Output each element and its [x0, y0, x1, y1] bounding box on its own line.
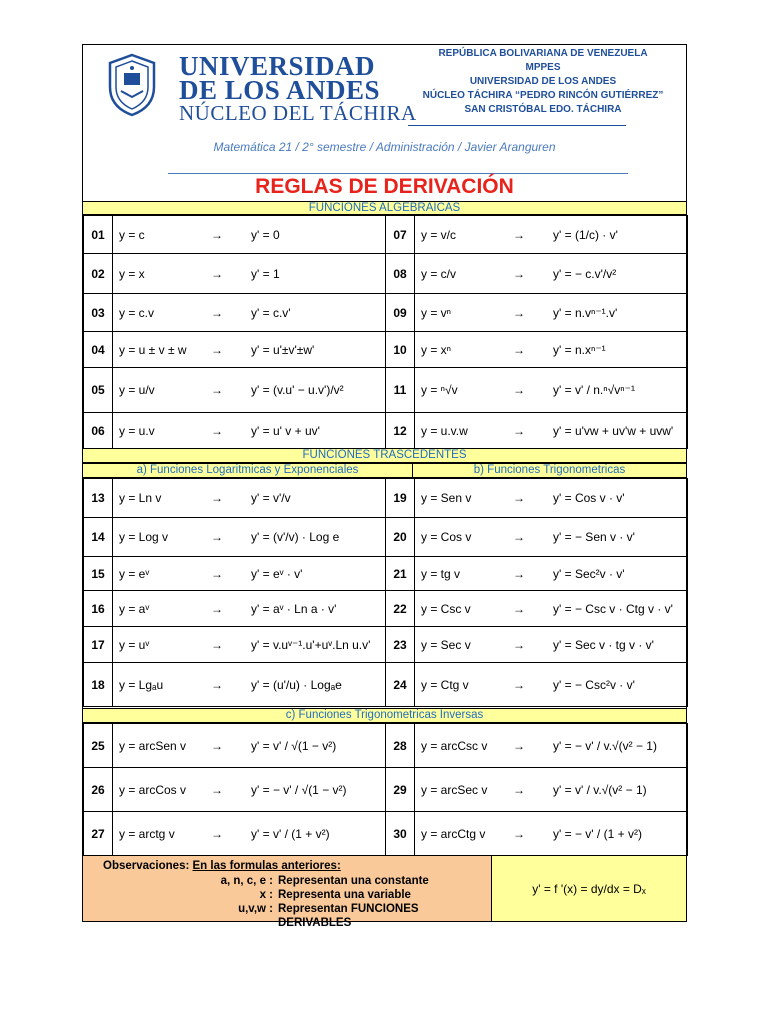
rule-number: 14 [84, 518, 113, 557]
rule-derivative: y' = − v' / (1 + v²) [553, 826, 642, 841]
rule-number: 23 [386, 627, 415, 663]
rule-formula [415, 663, 688, 707]
rule-derivative: y' = eᵛ · v' [251, 566, 303, 581]
institution-line: SAN CRISTÓBAL EDO. TÁCHIRA [464, 104, 622, 115]
rule-function: y = ⁿ√v [421, 383, 458, 397]
rule-number: 25 [84, 724, 113, 768]
rule-function: y = uᵛ [119, 637, 150, 652]
rule-number: 17 [84, 627, 113, 663]
arrow-icon: → [513, 491, 525, 505]
header [83, 45, 686, 198]
rule-function: y = u ± v ± w [119, 342, 187, 357]
course-subtitle: Matemática 21 / 2° semestre / Administración / Javier Aranguren [213, 140, 556, 154]
rule-number: 07 [386, 216, 415, 254]
rule-function: y = arcSec v [421, 782, 488, 797]
obs-key: u,v,w : [238, 903, 273, 915]
university-name-line2: DE LOS ANDES [179, 75, 381, 105]
rule-formula [415, 724, 688, 768]
rule-number: 11 [386, 368, 415, 413]
rule-derivative: y' = v' / n.ⁿ√vⁿ⁻¹ [553, 383, 635, 397]
rule-formula [113, 591, 386, 627]
rule-number: 05 [84, 368, 113, 413]
university-seal-icon [107, 53, 157, 117]
rule-derivative: y' = − c.v'/v² [553, 266, 617, 281]
rule-derivative: y' = u' v + uv' [251, 423, 320, 438]
rule-derivative: y' = u'±v'±w' [251, 342, 315, 357]
rule-formula [113, 479, 386, 518]
arrow-icon: → [211, 305, 223, 320]
rule-number: 12 [386, 413, 415, 449]
rule-row [84, 812, 688, 856]
rule-function: y = arcCsc v [421, 738, 488, 753]
rule-function: y = Sec v [421, 637, 471, 652]
arrow-icon: → [513, 782, 525, 797]
arrow-icon: → [513, 637, 525, 652]
rule-number: 02 [84, 254, 113, 294]
rule-row [84, 216, 688, 254]
rule-function: y = v/c [421, 227, 457, 242]
rule-derivative: y' = − Sen v · v' [553, 530, 635, 544]
rule-number: 18 [84, 663, 113, 707]
rule-number: 20 [386, 518, 415, 557]
rule-function: y = Csc v [421, 601, 471, 616]
rule-function: y = c/v [421, 266, 457, 281]
rule-function: y = tg v [421, 566, 461, 581]
obs-label: Observaciones: [103, 860, 190, 872]
arrow-icon: → [513, 423, 525, 438]
arrow-icon: → [513, 383, 525, 397]
arrow-icon: → [211, 826, 223, 841]
arrow-icon: → [211, 566, 223, 581]
rule-derivative: y' = n.xⁿ⁻¹ [553, 342, 606, 357]
formula-sheet [82, 44, 687, 929]
rules-table-algebraicas [83, 215, 688, 449]
rule-formula [113, 627, 386, 663]
rule-derivative: y' = aᵛ · Ln a · v' [251, 601, 337, 616]
arrow-icon: → [513, 266, 525, 281]
institution-line: REPÚBLICA BOLIVARIANA DE VENEZUELA [438, 48, 648, 59]
arrow-icon: → [211, 342, 223, 357]
obs-value: Representan una constante [278, 875, 429, 887]
arrow-icon: → [211, 738, 223, 753]
rule-function: y = arcCtg v [421, 826, 486, 841]
rule-number: 15 [84, 557, 113, 591]
page-title: REGLAS DE DERIVACIÓN [255, 175, 514, 198]
rule-formula [113, 254, 386, 294]
rule-derivative: y' = v' / √(1 − v²) [251, 738, 337, 753]
rule-row [84, 768, 688, 812]
arrow-icon: → [513, 601, 525, 616]
arrow-icon: → [211, 530, 223, 544]
rule-function: y = c.v [119, 305, 155, 320]
rule-function: y = vⁿ [421, 305, 452, 320]
rule-derivative: y' = 1 [251, 266, 280, 281]
obs-key: x : [259, 889, 273, 901]
rule-row [84, 479, 688, 518]
rule-function: y = Cos v [421, 530, 472, 544]
section-trig-inv: c) Funciones Trigonometricas Inversas [83, 708, 686, 723]
rule-row [84, 368, 688, 413]
rule-derivative: y' = v' / v.√(v² − 1) [553, 782, 647, 797]
rule-number: 28 [386, 724, 415, 768]
rule-function: y = Ln v [119, 491, 162, 505]
obs-intro: En las formulas anteriores: [192, 860, 341, 872]
rule-number: 19 [386, 479, 415, 518]
rule-function: y = aᵛ [119, 601, 150, 616]
rule-number: 29 [386, 768, 415, 812]
rule-formula [415, 413, 688, 449]
rule-derivative: y' = (v.u' − u.v')/v² [251, 383, 344, 397]
rule-function: y = u/v [119, 383, 155, 397]
section-trig: b) Funciones Trigonometricas [413, 463, 686, 478]
arrow-icon: → [211, 266, 223, 281]
rule-derivative: y' = − v' / √(1 − v²) [251, 782, 347, 797]
arrow-icon: → [513, 677, 525, 692]
rule-derivative: y' = u'vw + uv'w + uvw' [553, 423, 674, 438]
rule-derivative: y' = − v' / v.√(v² − 1) [553, 738, 657, 753]
rule-formula [113, 332, 386, 368]
institution-line: UNIVERSIDAD DE LOS ANDES [469, 76, 617, 87]
rule-derivative: y' = c.v' [251, 305, 291, 320]
rule-formula [415, 591, 688, 627]
arrow-icon: → [513, 826, 525, 841]
university-name-line3: NÚCLEO DEL TÁCHIRA [179, 101, 417, 125]
arrow-icon: → [211, 383, 223, 397]
obs-key: a, n, c, e : [220, 875, 273, 887]
arrow-icon: → [513, 227, 525, 242]
rule-formula [113, 294, 386, 332]
section-algebraicas: FUNCIONES ALGEBRAICAS [83, 201, 686, 215]
derivative-notation: y' = f '(x) = dy/dx = Dₓ [491, 855, 686, 921]
rule-derivative: y' = v'/v [251, 491, 291, 505]
rule-derivative: y' = v.uᵛ⁻¹.u'+uᵛ.Ln u.v' [251, 637, 371, 652]
rule-derivative: y' = (1/c) · v' [553, 227, 618, 242]
rule-formula [415, 479, 688, 518]
rule-formula [415, 768, 688, 812]
rule-formula [113, 812, 386, 856]
rule-formula [113, 663, 386, 707]
rule-derivative: y' = n.vⁿ⁻¹.v' [553, 305, 618, 320]
rule-formula [415, 368, 688, 413]
rule-formula [113, 557, 386, 591]
rule-row [84, 591, 688, 627]
rule-formula [113, 216, 386, 254]
obs-value: Representa una variable [278, 889, 411, 901]
rule-derivative: y' = Sec²v · v' [553, 566, 625, 581]
rule-number: 08 [386, 254, 415, 294]
divider [408, 125, 626, 126]
rule-function: y = x [119, 266, 145, 281]
rule-formula [113, 413, 386, 449]
rule-number: 26 [84, 768, 113, 812]
rule-row [84, 663, 688, 707]
rule-derivative: y' = − Csc²v · v' [553, 677, 635, 692]
rule-function: y = Log v [119, 530, 169, 544]
divider [168, 173, 628, 174]
arrow-icon: → [211, 491, 223, 505]
rule-function: y = arcSen v [119, 738, 187, 753]
rule-formula [415, 294, 688, 332]
rule-function: y = xⁿ [421, 342, 452, 357]
rule-formula [415, 216, 688, 254]
rule-function: y = eᵛ [119, 566, 150, 581]
rule-row [84, 557, 688, 591]
rule-derivative: y' = (v'/v) · Log e [251, 530, 340, 544]
rule-formula [113, 768, 386, 812]
arrow-icon: → [513, 305, 525, 320]
rule-formula [113, 724, 386, 768]
rule-formula [415, 557, 688, 591]
rule-row [84, 413, 688, 449]
arrow-icon: → [211, 227, 223, 242]
rule-row [84, 332, 688, 368]
university-name-line1: UNIVERSIDAD [179, 51, 376, 81]
rule-number: 10 [386, 332, 415, 368]
rule-function: y = Sen v [421, 491, 472, 505]
rule-number: 13 [84, 479, 113, 518]
rule-derivative: y' = Cos v · v' [553, 491, 625, 505]
rule-number: 06 [84, 413, 113, 449]
institution-block [383, 47, 703, 117]
rule-derivative: y' = v' / (1 + v²) [251, 826, 330, 841]
arrow-icon: → [513, 738, 525, 753]
rule-row [84, 724, 688, 768]
rule-number: 22 [386, 591, 415, 627]
rules-table-trascedentes [83, 478, 688, 707]
rule-number: 16 [84, 591, 113, 627]
arrow-icon: → [513, 566, 525, 581]
rule-number: 30 [386, 812, 415, 856]
rule-function: y = arcCos v [119, 782, 187, 797]
rule-derivative: y' = Sec v · tg v · v' [553, 637, 654, 652]
rule-row [84, 518, 688, 557]
arrow-icon: → [211, 782, 223, 797]
rules-table-trig-inv [83, 723, 688, 856]
institution-line: NÚCLEO TÁCHIRA “PEDRO RINCÓN GUTIÉRREZ” [422, 90, 664, 101]
rule-function: y = u.v.w [421, 423, 468, 438]
rule-formula [415, 254, 688, 294]
rule-row [84, 294, 688, 332]
rule-row [84, 627, 688, 663]
section-trascedentes: FUNCIONES TRASCEDENTES [83, 448, 686, 463]
arrow-icon: → [513, 342, 525, 357]
rule-derivative: y' = (u'/u) · Logₐe [251, 677, 342, 692]
arrow-icon: → [211, 677, 223, 692]
rule-number: 27 [84, 812, 113, 856]
rule-function: y = c [119, 227, 145, 242]
rule-number: 03 [84, 294, 113, 332]
rule-derivative: y' = − Csc v · Ctg v · v' [553, 601, 673, 616]
rule-function: y = u.v [119, 423, 155, 438]
rule-function: y = Ctg v [421, 677, 469, 692]
rule-number: 04 [84, 332, 113, 368]
rule-derivative: y' = 0 [251, 227, 280, 242]
rule-formula [415, 518, 688, 557]
rule-number: 01 [84, 216, 113, 254]
observations-box [83, 855, 491, 929]
rule-number: 21 [386, 557, 415, 591]
rule-function: y = arctg v [119, 826, 175, 841]
rule-formula [113, 518, 386, 557]
rule-formula [113, 368, 386, 413]
arrow-icon: → [513, 530, 525, 544]
arrow-icon: → [211, 423, 223, 438]
arrow-icon: → [211, 637, 223, 652]
rule-function: y = Lgₐu [119, 677, 164, 692]
arrow-icon: → [211, 601, 223, 616]
institution-line: MPPES [525, 62, 561, 73]
obs-value: Representan FUNCIONES DERIVABLES [278, 903, 419, 929]
rule-number: 24 [386, 663, 415, 707]
rule-formula [415, 332, 688, 368]
rule-formula [415, 812, 688, 856]
rule-number: 09 [386, 294, 415, 332]
section-log-exp: a) Funciones Logaritmicas y Exponenciales [83, 463, 413, 478]
rule-row [84, 254, 688, 294]
rule-formula [415, 627, 688, 663]
